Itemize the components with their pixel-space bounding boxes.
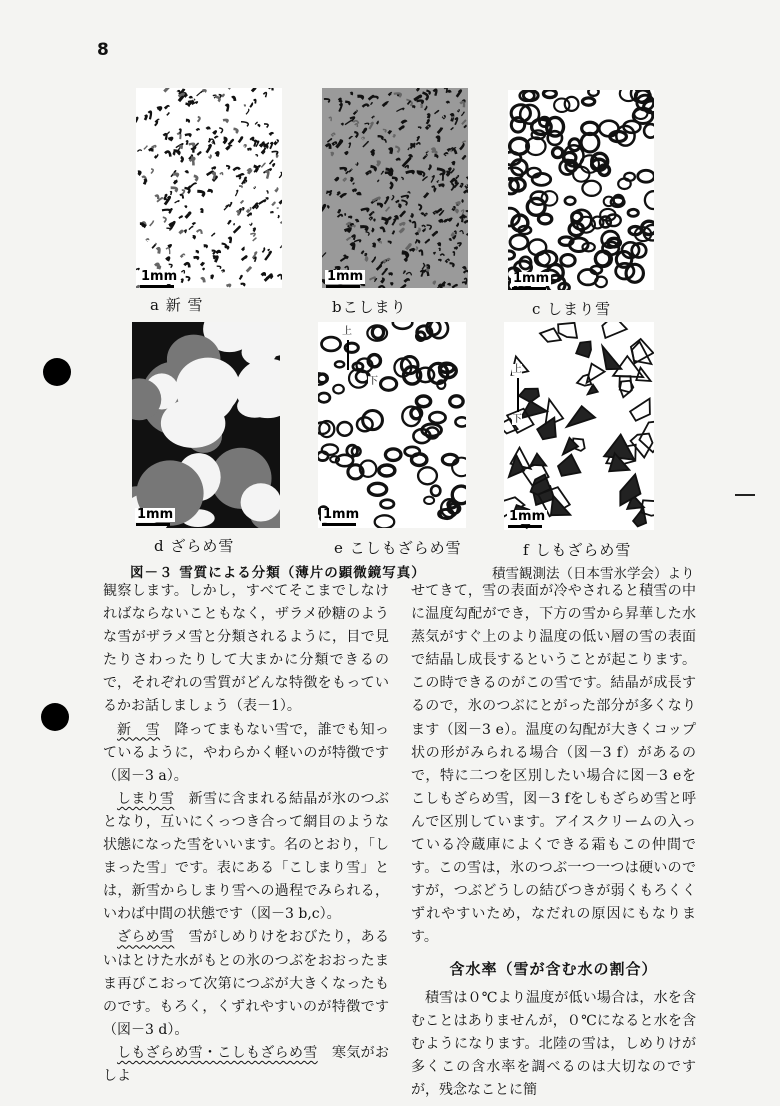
grain-mark: [433, 282, 435, 285]
shimozarame-paragraph: [103, 1042, 389, 1088]
fold-mark: [735, 494, 755, 496]
micrograph-c-shimari: [508, 90, 654, 290]
grain-mark: [215, 257, 217, 262]
grain-mark: [393, 135, 394, 137]
micrograph-b-koshimari: [322, 88, 468, 288]
grain-mark: [377, 162, 380, 166]
grain-mark: [242, 248, 245, 250]
grain-mark: [439, 220, 441, 222]
grain-mark: [361, 251, 363, 253]
scale-bar-c: [512, 287, 546, 290]
grain-mark: [138, 172, 140, 175]
grain-mark: [276, 156, 278, 158]
grain-mark: [247, 149, 250, 150]
grain-mark: [454, 247, 457, 249]
grain-mark: [277, 208, 278, 209]
binder-hole-bottom: [41, 703, 69, 731]
scale-bar-f: [508, 525, 542, 528]
shimozarame-text: 寒気がおしよ: [103, 1044, 390, 1084]
grain-mark: [378, 239, 380, 241]
zarame-text: 雪がしめりけをおびたり，あるいはとけた水がもとの氷のつぶをおおったまま再びこおって次第につぶが大きくなったものです。もろく，くずれやすいのが特徴です（図－3 d）。: [103, 929, 390, 1038]
grain-mark: [136, 286, 139, 288]
grain-mark: [253, 229, 255, 232]
grain-mark: [411, 215, 412, 218]
grain-mark: [224, 138, 226, 143]
scale-bar-a: [140, 285, 174, 288]
grain-mark: [270, 212, 272, 213]
grain-mark: [341, 124, 342, 125]
grain-mark: [449, 169, 451, 171]
arrow-up-label-e: 上: [342, 326, 352, 337]
grain-mark: [421, 105, 422, 108]
grain-mark: [212, 167, 215, 169]
grain-mark: [456, 202, 460, 204]
scale-bar-e: [322, 523, 356, 526]
grain-mark: [345, 152, 347, 154]
grain-mark: [374, 219, 375, 221]
arrow-up-label-f: 上: [512, 364, 522, 375]
grain-mark: [186, 141, 187, 145]
micrograph-texture: [504, 322, 654, 530]
grain-mark: [254, 141, 256, 147]
scale-bar-b: [326, 285, 360, 288]
scale-bar-d: [136, 523, 170, 526]
grain-mark: [399, 223, 404, 225]
grain-mark: [173, 153, 174, 155]
panel-label-d: d ざらめ雪: [154, 537, 235, 555]
panel-label-e: e こしもざらめ雪: [334, 539, 462, 557]
grain-mark: [351, 178, 353, 181]
page-number: 8: [97, 40, 109, 60]
zarame-paragraph: [103, 926, 389, 1041]
grain-mark: [176, 358, 240, 417]
grain-mark: [447, 172, 450, 176]
grain-mark: [181, 279, 182, 282]
grain-mark: [189, 97, 191, 98]
grain-mark: [452, 162, 454, 165]
grain-mark: [268, 249, 270, 250]
grain-mark: [353, 183, 354, 184]
grain-mark: [466, 211, 468, 212]
intro-paragraph: 観察します。しかし，すべてそこまでしなければならないこともなく，ザラメ砂糖のような雪がザラメ雪と分類されるように，目で見たりさわったりして大まかに分類できるので，それぞれの雪質がどんな特徴をもっているかお話しましょう（表－1）。: [103, 583, 389, 715]
shimari-paragraph: [103, 788, 389, 927]
grain-mark: [203, 269, 204, 270]
grain-mark: [262, 273, 265, 275]
grain-mark: [179, 231, 182, 233]
grain-mark: [273, 164, 275, 167]
grain-mark: [280, 201, 282, 203]
micrograph-f-shimozarame: [504, 322, 654, 530]
grain-mark: [365, 257, 367, 261]
scale-label-d: 1mm: [137, 507, 174, 522]
zarame-term: ざらめ雪: [117, 929, 175, 946]
grain-mark: [266, 145, 267, 148]
grain-mark: [196, 129, 198, 130]
grain-mark: [222, 95, 224, 97]
grain-mark: [344, 214, 345, 216]
grain-mark: [207, 128, 210, 130]
grain-mark: [398, 205, 400, 207]
grain-mark: [373, 244, 374, 247]
grain-mark: [389, 274, 392, 275]
grain-mark: [343, 179, 345, 181]
grain-mark: [338, 210, 340, 213]
grain-mark: [168, 138, 172, 141]
micrograph-a-shinsetsu: [136, 88, 282, 288]
grain-mark: [188, 187, 190, 189]
grain-mark: [335, 178, 338, 180]
right-column: [411, 580, 696, 1102]
grain-mark: [452, 234, 454, 236]
grain-mark: [204, 246, 207, 248]
continuation-paragraph: せてきて，雪の表面が冷やされると積雪の中に温度勾配ができ，下方の雪から昇華した水蒸気がすぐ上のより温度の低い層の雪の表面で結晶し成長するということが起こります。この時できるのがこの雪です。結晶が成長するので，氷のつぶにとがった部分が多くなります（図－3 e）。温度の勾配が大きくコップ状の形がみられる場合（図－3 f）があるので，特に二つを区別したい場合に図－3 eをこしもざらめ雪，図－3 fをしもざらめ雪と呼んで区別しています。アイスクリームの入っている冷蔵庫によくできる霜もこの仲間です。この雪は，氷のつぶ一つ一つは硬いのですが，つぶどうしの結びつきが弱くもろくくずれやすいため，なだれの原因にもなります。: [411, 583, 696, 946]
grain-mark: [213, 131, 216, 134]
micrograph-texture: [318, 322, 466, 528]
shinsetsu-paragraph: [103, 719, 389, 788]
grain-mark: [388, 218, 391, 220]
grain-mark: [352, 190, 355, 191]
grain-mark: [241, 483, 280, 521]
micrograph-texture: [508, 90, 654, 290]
grain-mark: [145, 116, 147, 120]
arrow-line-f: [517, 378, 519, 412]
panel-label-b: bこしまり: [332, 298, 407, 316]
grain-mark: [234, 224, 235, 225]
figure-caption: 図－３ 雪質による分類（薄片の顕微鏡写真）: [130, 565, 426, 581]
grain-mark: [184, 94, 187, 97]
grain-mark: [372, 229, 373, 232]
grain-mark: [428, 115, 429, 119]
shimozarame-term: しもざらめ雪・こしもざらめ雪: [117, 1044, 318, 1061]
micrograph-e-koshimozarame: [318, 322, 466, 528]
grain-mark: [227, 285, 231, 287]
shimari-text: 新雪に含まれる結晶が氷のつぶとなり，互いにくっつき合って網目のような状態になった雪をいいます。名のとおり，「しまった雪」です。表にある「こしまり雪」とは，新雪からしまり雪への過程でみられる，いわば中間の状態です（図－3 b,c）。: [103, 790, 390, 923]
scale-label-f: 1mm: [509, 509, 546, 524]
micrograph-texture: [132, 322, 280, 528]
figure-source: 積雪観測法（日本雪氷学会）より: [492, 566, 695, 582]
scale-label-e: 1mm: [323, 507, 360, 522]
grain-mark: [462, 200, 463, 202]
grain-mark: [211, 276, 213, 279]
left-column: [103, 580, 389, 1088]
grain-mark: [152, 146, 155, 148]
grain-mark: [447, 102, 449, 103]
grain-mark: [216, 251, 219, 253]
grain-mark: [144, 180, 145, 184]
grain-mark: [201, 210, 202, 213]
grain-mark: [351, 93, 352, 95]
grain-mark: [240, 174, 244, 176]
shinsetsu-term: 新 雪: [117, 721, 161, 738]
grain-mark: [266, 198, 268, 199]
arrow-down-label-e: 下: [368, 376, 378, 387]
water-content-paragraph: 積雪は０℃より温度が低い場合は，水を含むことはありませんが，０℃になると水を含むようになります。北陸の雪は，しめりけが多くこの含水率を調べるのは大切なのですが，残念なことに簡: [411, 989, 696, 1098]
panel-label-a: a 新 雪: [150, 296, 204, 314]
binder-hole-top: [43, 358, 71, 386]
grain-mark: [449, 219, 451, 221]
shinsetsu-text: 降ってまもない雪で，誰でも知っているように，やわらかく軽いのが特徴です（図－3 a）。: [103, 721, 389, 784]
micrograph-texture: [136, 88, 282, 288]
scale-label-b: 1mm: [327, 269, 364, 284]
micrograph-texture: [322, 88, 468, 288]
scale-label-a: 1mm: [141, 269, 178, 284]
micrograph-d-zarame: [132, 322, 280, 528]
panel-label-c: c しまり雪: [532, 300, 612, 318]
arrow-down-label-f: 下: [512, 414, 522, 425]
grain-mark: [216, 153, 219, 157]
section-heading-water-content: 含水率（雪が含む水の割合）: [449, 959, 658, 978]
grain-mark: [278, 216, 279, 218]
scale-label-c: 1mm: [513, 271, 550, 286]
shimari-term: しまり雪: [117, 790, 175, 807]
grain-mark: [467, 234, 468, 235]
panel-label-f: f しもざらめ雪: [523, 541, 632, 559]
grain-mark: [345, 229, 349, 231]
arrow-line-e: [347, 340, 349, 370]
grain-mark: [439, 185, 444, 187]
